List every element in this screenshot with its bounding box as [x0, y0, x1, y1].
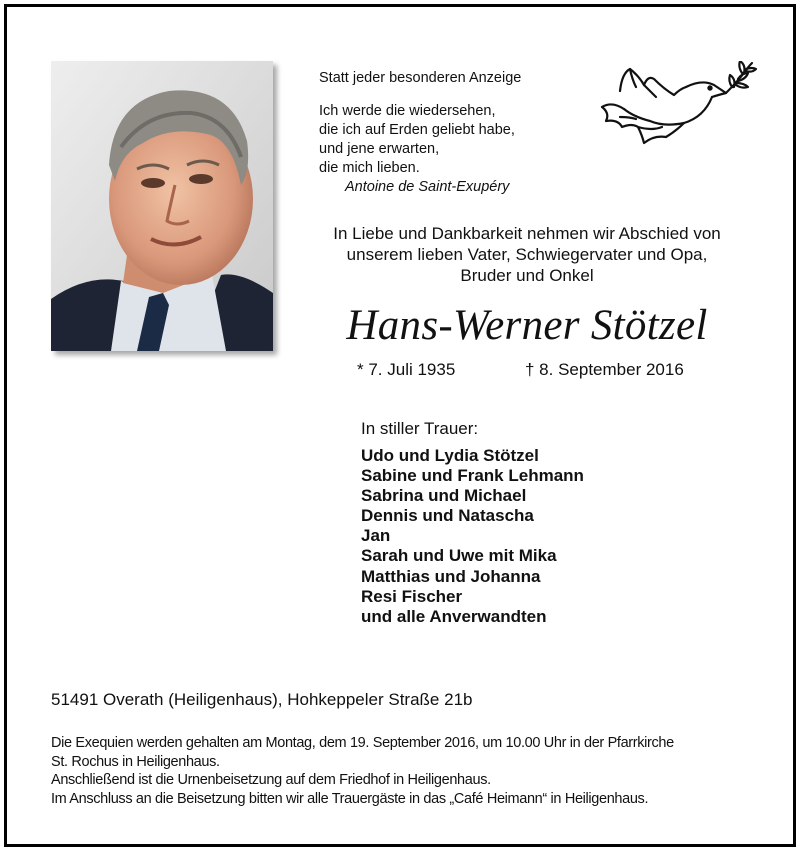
mourner-name: und alle Anverwandten: [361, 606, 547, 626]
announcement-line: unserem lieben Vater, Schwiegervater und Opa,: [346, 245, 708, 264]
funeral-info: [51, 734, 771, 808]
mourner-name: Jan: [361, 526, 391, 546]
family-address: 51491 Overath (Heiligenhaus), Hohkeppeler Straße 21b: [51, 690, 473, 709]
mourner-name: Sabrina und Michael: [361, 486, 527, 506]
mourner-name: Dennis und Natascha: [361, 506, 534, 526]
funeral-info-line: Im Anschluss an die Beisetzung bitten wir alle Trauergäste in das „Café Heimann“ in Heiligenhaus.: [51, 790, 649, 807]
death-date: † 8. September 2016: [525, 360, 684, 379]
mourning-heading: In stiller Trauer:: [361, 419, 479, 438]
mourner-name: Matthias und Johanna: [361, 566, 541, 586]
mourner-name: Udo und Lydia Stötzel: [361, 446, 539, 465]
portrait-illustration: [51, 61, 273, 351]
quote-line: die mich lieben.: [319, 160, 420, 176]
funeral-info-line: St. Rochus in Heiligenhaus.: [51, 753, 220, 770]
birth-date: * 7. Juli 1935: [357, 360, 456, 379]
quote-line: die ich auf Erden geliebt habe,: [319, 122, 515, 138]
deceased-name: Hans-Werner Stötzel: [346, 302, 708, 349]
motto-heading: Statt jeder besonderen Anzeige: [319, 70, 522, 86]
funeral-info-line: Die Exequien werden gehalten am Montag, dem 19. September 2016, um 10.00 Uhr in der Pfarrkirche: [51, 735, 674, 751]
quote-line: und jene erwarten,: [319, 141, 440, 157]
mourner-name: Sabine und Frank Lehmann: [361, 466, 584, 486]
quote-author: Antoine de Saint-Exupéry: [345, 179, 510, 195]
mourner-name: Resi Fischer: [361, 586, 463, 606]
quote-line: Ich werde die wiedersehen,: [319, 103, 496, 119]
portrait-photo: [51, 61, 273, 351]
announcement-text: [297, 223, 757, 286]
quote-block: [319, 69, 521, 197]
announcement-line: Bruder und Onkel: [460, 266, 594, 285]
mourners-list: [361, 446, 584, 627]
mourner-name: Sarah und Uwe mit Mika: [361, 546, 557, 566]
obituary-notice: [4, 4, 796, 847]
funeral-info-line: Anschließend ist die Urnenbeisetzung auf dem Friedhof in Heiligenhaus.: [51, 772, 491, 788]
announcement-line: In Liebe und Dankbarkeit nehmen wir Abschied von: [333, 224, 721, 243]
dove-icon: [592, 61, 762, 161]
